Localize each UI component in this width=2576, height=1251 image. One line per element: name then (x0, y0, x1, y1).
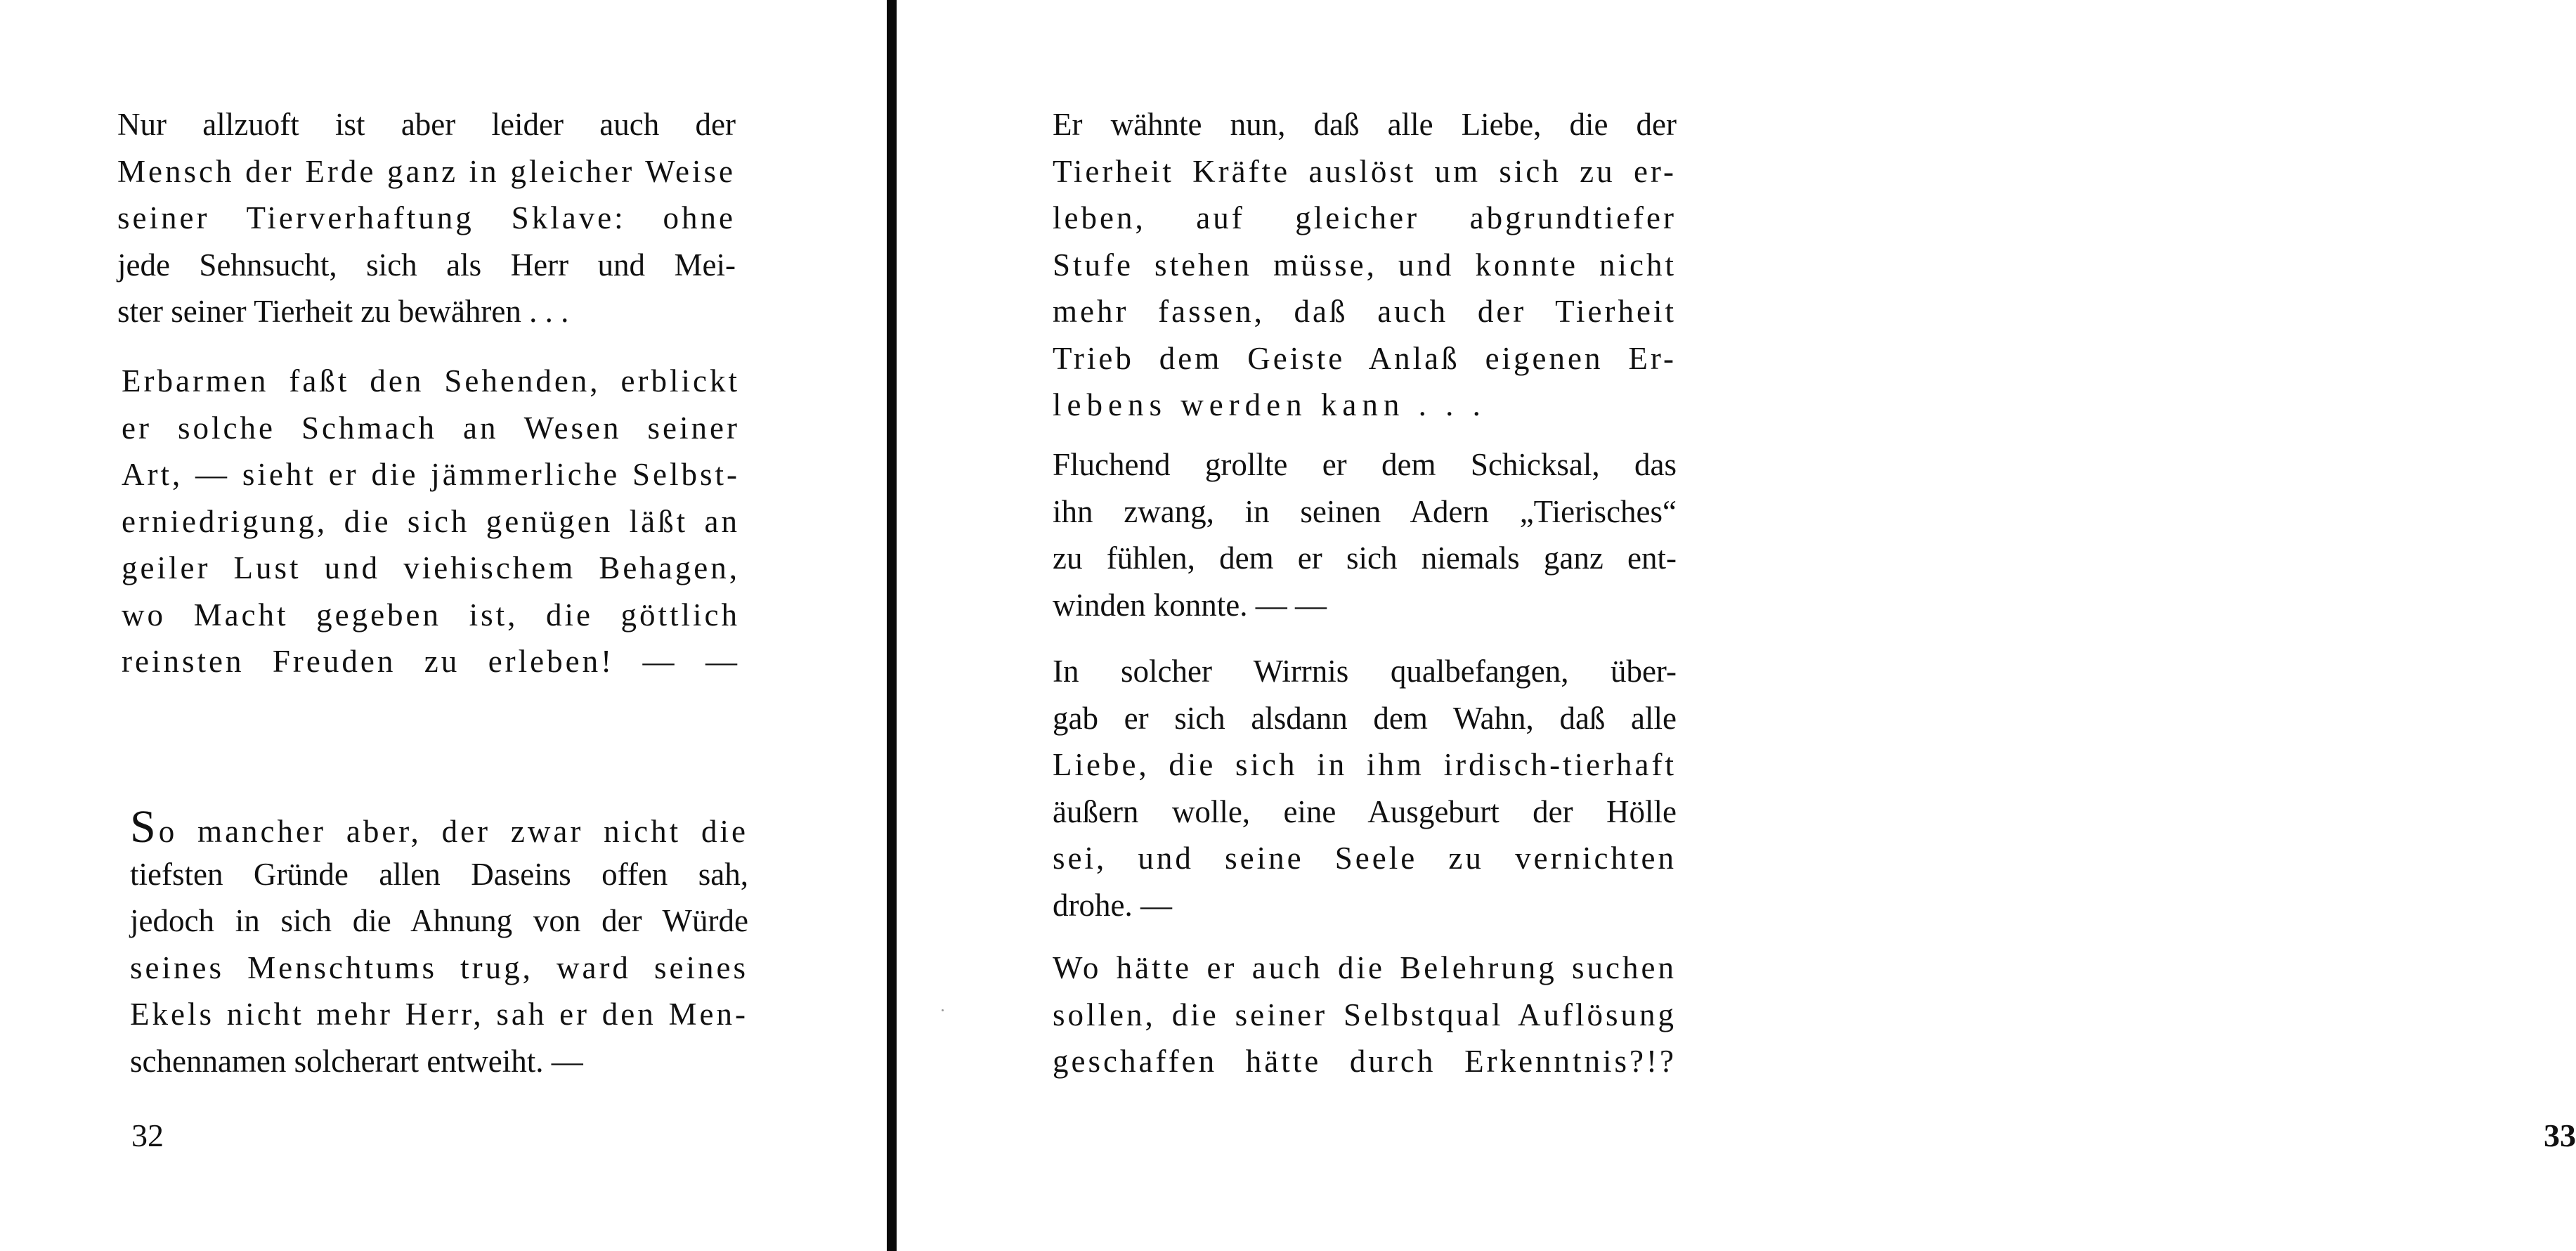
text-line: ster seiner Tierheit zu bewähren . . . (117, 294, 569, 329)
text-line: seiner Tierverhaftung Sklave: ohne (117, 200, 736, 235)
text-line: jedoch in sich die Ahnung von der Würde (130, 903, 748, 938)
text-line: Mensch der Erde ganz in gleicher Weise (117, 153, 736, 189)
text-line: seines Menschtums trug, ward seines (130, 949, 748, 985)
paragraph (1053, 648, 1677, 928)
text-line: leben, auf gleicher abgrundtiefer (1053, 200, 1677, 235)
text-line: mehr fassen, daß auch der Tierheit (1053, 294, 1677, 329)
text-line: jede Sehnsucht, sich als Herr und Mei- (117, 247, 736, 283)
text-line: Er wähnte nun, daß alle Liebe, die der (1053, 107, 1677, 142)
text-line: geschaffen hätte durch Erkenntnis?!? (1053, 1044, 1677, 1079)
text-line: In solcher Wirrnis qualbefangen, über- (1053, 654, 1677, 689)
text-line: tiefsten Gründe allen Daseins offen sah, (130, 856, 748, 892)
paragraph (117, 101, 736, 335)
text-line: lebens werden kann . . . (1053, 387, 1486, 422)
text-line: erniedrigung, die sich genügen läßt an (122, 503, 740, 539)
text-line: Trieb dem Geiste Anlaß eigenen Er- (1053, 340, 1677, 376)
text-line: schennamen solcherart entweiht. — (130, 1043, 583, 1079)
text-line: zu fühlen, dem er sich niemals ganz ent- (1053, 540, 1677, 576)
text-line: Nur allzuoft ist aber leider auch der (117, 107, 736, 142)
text-line: Stufe stehen müsse, und konnte nicht (1053, 247, 1677, 283)
text-line: gab er sich alsdann dem Wahn, daß alle (1053, 700, 1677, 736)
page-number: 33 (2544, 1117, 2576, 1153)
text-line: drohe. — (1053, 887, 1172, 923)
text-line: er solche Schmach an Wesen seiner (122, 410, 740, 446)
text-line: ihn zwang, in seinen Adern „Tierisches“ (1053, 493, 1677, 529)
text-line: So mancher aber, der zwar nicht die (130, 801, 748, 853)
text-line: winden konnte. — — (1053, 587, 1327, 623)
text-line: Erbarmen faßt den Sehenden, erblickt (122, 363, 740, 398)
paragraph (1053, 441, 1677, 628)
text-line: sei, und seine Seele zu vernichten (1053, 841, 1677, 876)
text-line: Liebe, die sich in ihm irdisch-tierhaft (1053, 747, 1677, 782)
text-line: Tierheit Kräfte auslöst um sich zu er- (1053, 153, 1677, 189)
left-page (0, 0, 887, 1251)
text-line: Art, — sieht er die jämmerliche Selbst- (122, 457, 740, 492)
paragraph (1053, 945, 1677, 1085)
text-line: Ekels nicht mehr Herr, sah er den Men- (130, 997, 748, 1032)
page-number: 32 (131, 1117, 164, 1153)
book-gutter (887, 0, 897, 1251)
text-line: Wo hätte er auch die Belehrung suchen (1053, 950, 1677, 985)
text-line: äußern wolle, eine Ausgeburt der Hölle (1053, 793, 1677, 829)
text-line: Fluchend grollte er dem Schicksal, das (1053, 447, 1677, 482)
paragraph (1053, 101, 1677, 429)
text-line: reinsten Freuden zu erleben! — — (122, 644, 740, 679)
right-page (897, 0, 2576, 1251)
text-line: sollen, die seiner Selbstqual Auflösung (1053, 997, 1677, 1032)
text-line: geiler Lust und viehischem Behagen, (122, 550, 740, 585)
paragraph (122, 358, 740, 685)
paragraph (130, 801, 748, 1084)
text-line: wo Macht gegeben ist, die göttlich (122, 597, 740, 633)
